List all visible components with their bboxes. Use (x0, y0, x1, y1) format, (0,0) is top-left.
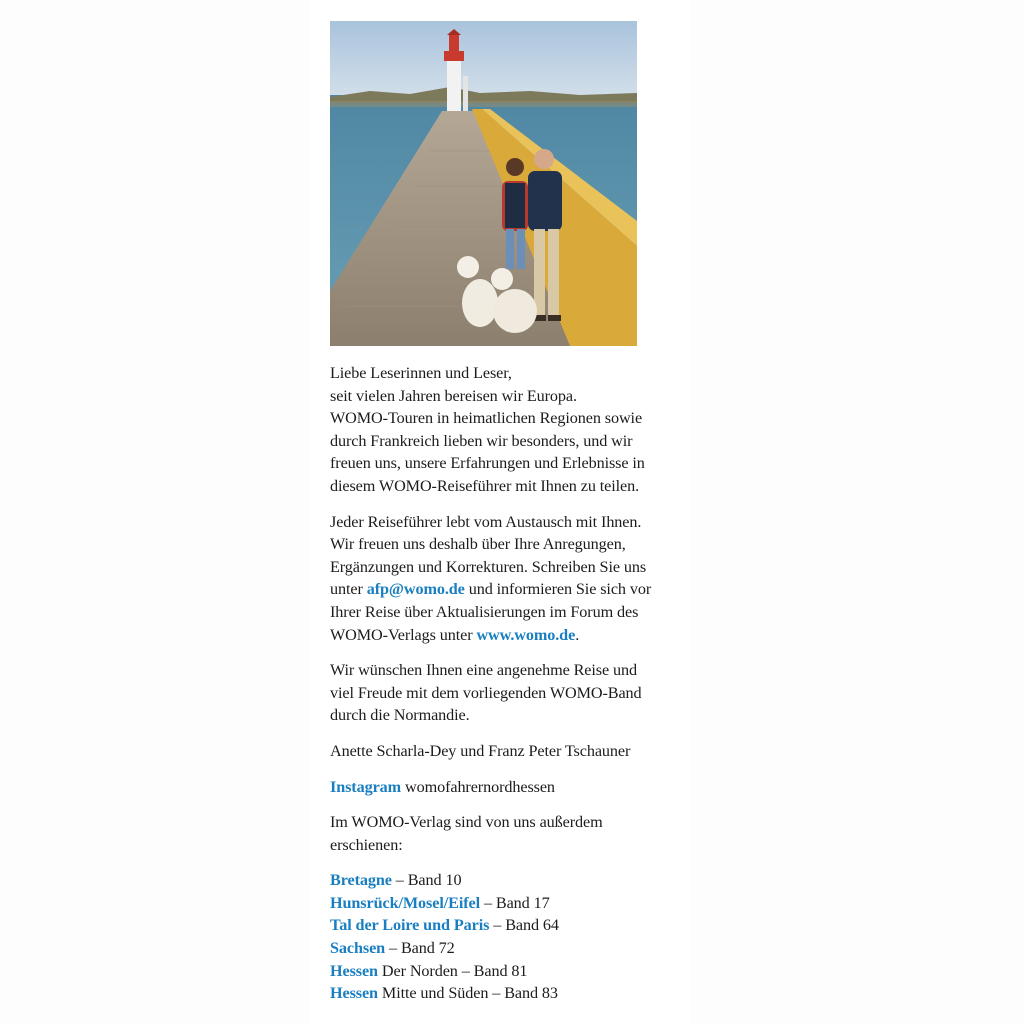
intro-line: freuen uns, unsere Erfahrungen und Erlebnisse in (330, 454, 645, 473)
feedback-line: Wir freuen uns deshalb über Ihre Anregungen, (330, 535, 626, 554)
book-list-item (330, 937, 690, 960)
book-title[interactable]: Hessen (330, 961, 378, 980)
book-band: – Band 64 (489, 916, 559, 935)
authors-names: Anette Scharla-Dey und Franz Peter Tschauner (330, 741, 631, 760)
book-list-item (330, 914, 690, 937)
book-title[interactable]: Tal der Loire und Paris (330, 916, 490, 935)
book-list-item (330, 982, 690, 1005)
email-link[interactable]: afp@womo.de (366, 580, 465, 599)
book-title[interactable]: Bretagne (330, 871, 392, 890)
wishes-line: viel Freude mit dem vorliegenden WOMO-Band (330, 683, 642, 702)
intro-line: durch Frankreich lieben wir besonders, und wir (330, 431, 633, 450)
wishes-line: durch die Normandie. (330, 706, 470, 725)
feedback-line (330, 624, 690, 647)
also-published-line: Im WOMO-Verlag sind von uns außerdem (330, 813, 603, 832)
book-list-item (330, 960, 690, 983)
book-band: – Band 72 (385, 939, 455, 958)
authors-paragraph (330, 740, 690, 763)
feedback-line (330, 578, 690, 601)
book-band: – Band 17 (480, 893, 550, 912)
feedback-line: Ihrer Reise über Aktualisierungen im Forum des (330, 602, 639, 621)
instagram-label[interactable]: Instagram (330, 777, 402, 796)
foreword-text (330, 362, 690, 1005)
page-margin-left (0, 0, 310, 1024)
book-title[interactable]: Sachsen (330, 939, 386, 958)
website-link[interactable]: www.womo.de (476, 625, 576, 644)
author-photo (330, 21, 637, 346)
intro-paragraph (330, 362, 690, 498)
book-band: Der Norden – Band 81 (377, 961, 528, 980)
book-list-item (330, 869, 690, 892)
intro-line: diesem WOMO-Reiseführer mit Ihnen zu teilen. (330, 476, 640, 495)
intro-line: seit vielen Jahren bereisen wir Europa. (330, 386, 577, 405)
book-list (330, 869, 690, 1005)
feedback-line: Ergänzungen und Korrekturen. Schreiben Sie uns (330, 557, 647, 576)
book-band: – Band 10 (391, 871, 462, 890)
instagram-line (330, 776, 690, 799)
also-published-line: erschienen: (330, 835, 403, 854)
wishes-paragraph (330, 659, 690, 727)
feedback-text-segment: unter (330, 580, 367, 599)
feedback-paragraph (330, 511, 690, 647)
book-list-item (330, 892, 690, 915)
feedback-text-segment: WOMO-Verlags unter (330, 625, 477, 644)
intro-line: Liebe Leserinnen und Leser, (330, 364, 512, 382)
feedback-text-segment: . (575, 625, 580, 644)
feedback-text-segment: und informieren Sie sich vor (464, 580, 652, 599)
book-band: Mitte und Süden – Band 83 (377, 984, 558, 1003)
feedback-line: Jeder Reiseführer lebt vom Austausch mit Ihnen. (330, 512, 642, 531)
instagram-paragraph (330, 776, 690, 799)
instagram-handle: womofahrernordhessen (401, 777, 555, 796)
also-published-paragraph (330, 811, 690, 856)
page-margin-right (690, 0, 1024, 1024)
intro-line: WOMO-Touren in heimatlichen Regionen sowie (330, 409, 643, 428)
book-title[interactable]: Hessen (330, 984, 378, 1003)
book-title[interactable]: Hunsrück/Mosel/Eifel (330, 893, 480, 912)
wishes-line: Wir wünschen Ihnen eine angenehme Reise und (330, 661, 638, 680)
